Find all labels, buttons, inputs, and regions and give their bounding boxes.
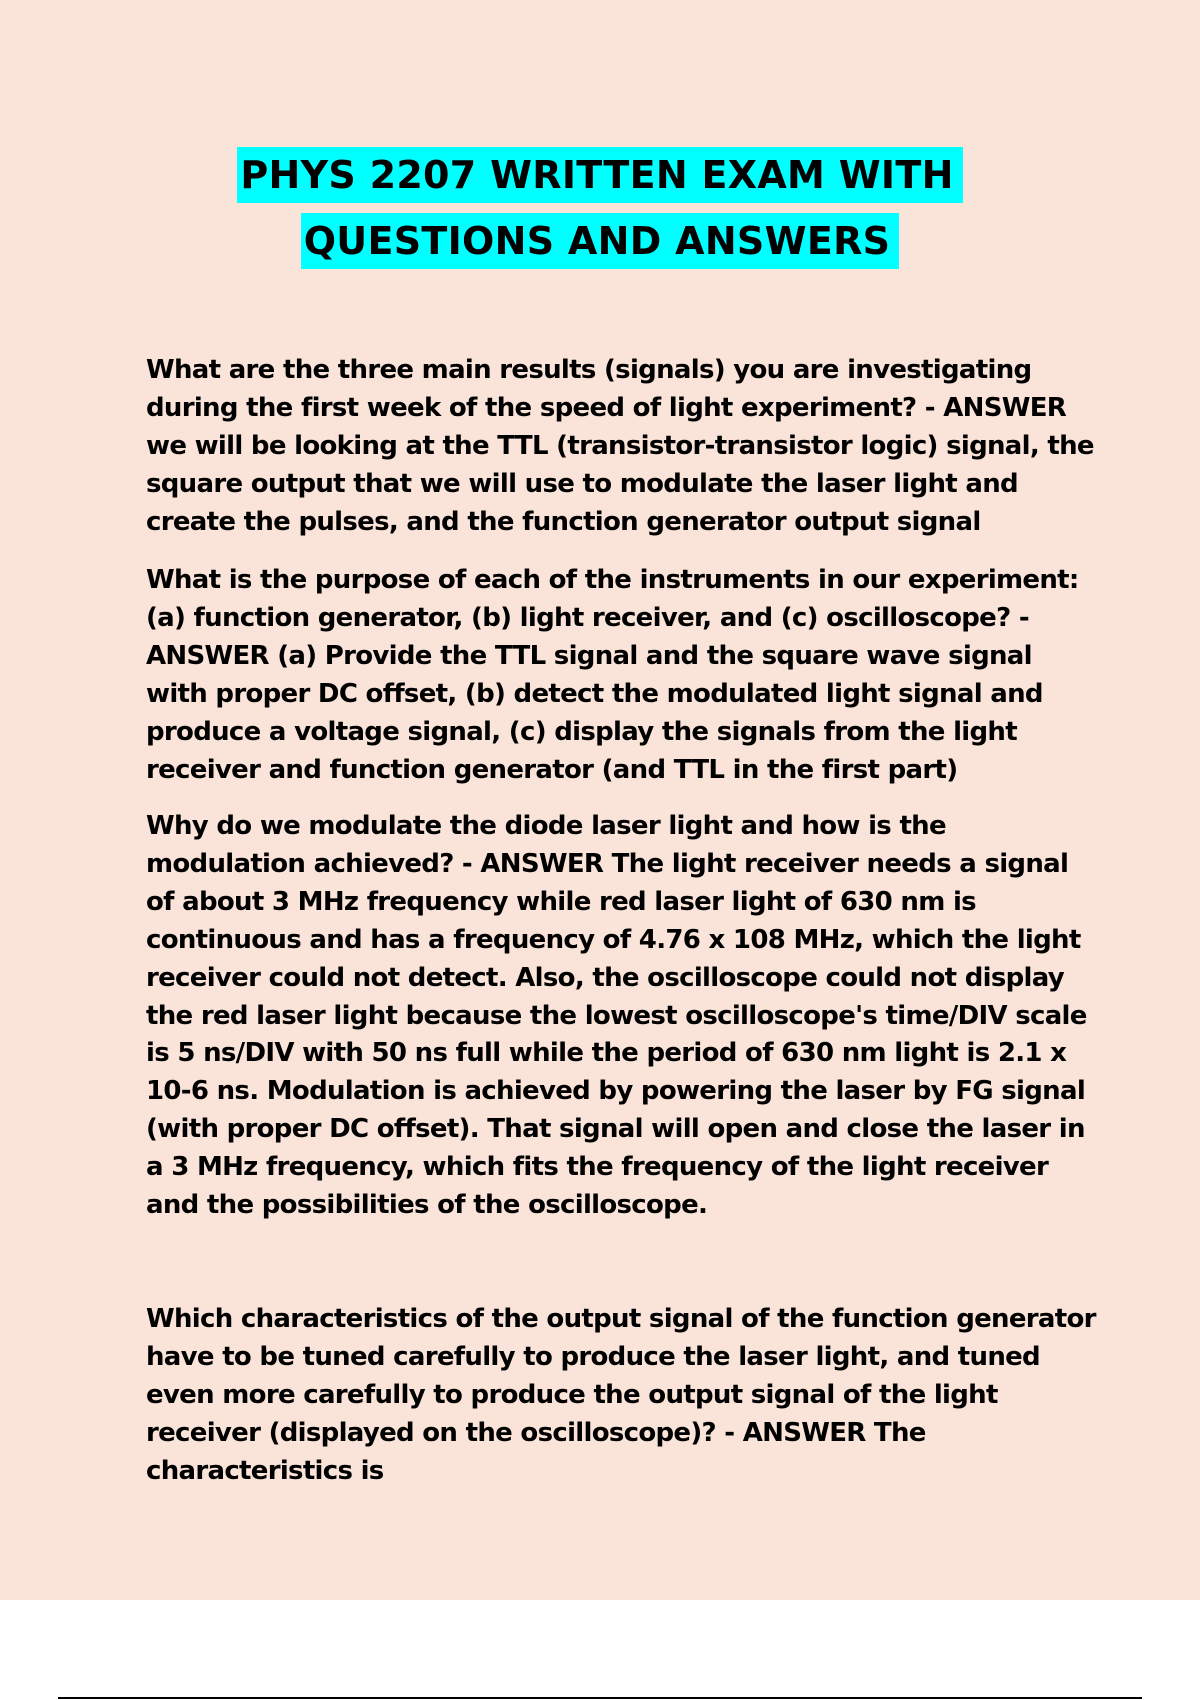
question-answer-4: Which characteristics of the output signal of the function generator have to be tuned carefully to produce the laser light, and tuned even more carefully to produce the output signal of the light receiver (displayed on the oscilloscope)? - ANSWER The characteristics is xyxy=(146,1304,1096,1486)
question-answer-2: What is the purpose of each of the instruments in our experiment: (a) function generator, (b) light receiver, and (c) oscilloscope? - ANSWER (a) Provide the TTL signal and the square wave signal with proper DC offset, (b) detect the modulated light signal and produce a voltage signal, (c) display the signals from the light receiver and function generator (and TTL in the first part) xyxy=(146,565,1079,785)
question-answer-1: What are the three main results (signals) you are investigating during the first week of the speed of light experiment? - ANSWER we will be looking at the TTL (transistor-transistor logic) signal, the square output that we will use to modulate the laser light and create the pulses, and the function generator output signal xyxy=(146,355,1094,537)
title-line-2: QUESTIONS AND ANSWERS xyxy=(301,213,900,269)
bottom-divider xyxy=(58,1697,1142,1699)
question-answer-3: Why do we modulate the diode laser light and how is the modulation achieved? - ANSWER The light receiver needs a signal of about 3 MHz frequency while red laser light of 630 nm is continuous and has a frequency of 4.76 x 108 MHz, which the light receiver could not detect. Also, the oscilloscope could not display the red laser light because the lowest oscilloscope's time/DIV scale is 5 ns/DIV with 50 ns full while the period of 630 nm light is 2.1 x 10-6 ns. Modulation is achieved by powering the laser by FG signal (with proper DC offset). That signal will open and close the laser in a 3 MHz frequency, which fits the frequency of the light receiver and the possibilities of the oscilloscope. xyxy=(146,811,1087,1221)
document-title xyxy=(0,147,1200,269)
title-line-1: PHYS 2207 WRITTEN EXAM WITH xyxy=(237,147,962,203)
